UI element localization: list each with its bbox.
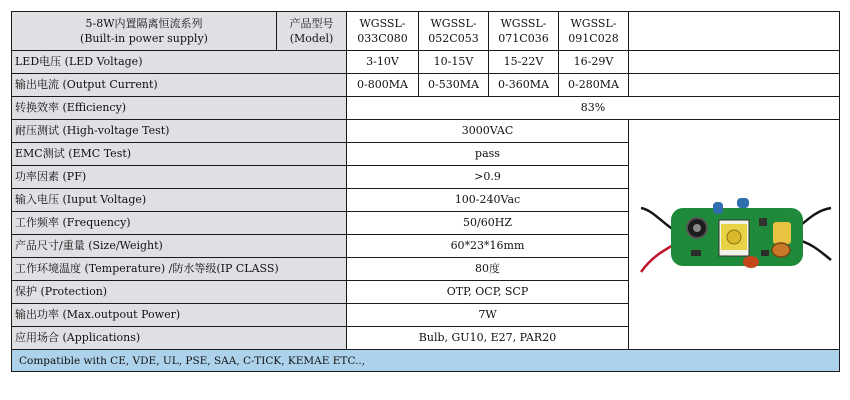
spec-value: Bulb, GU10, E27, PAR20 (347, 327, 629, 350)
model-name-line2: 033C080 (357, 32, 408, 45)
row-label: 转换效率 (Efficiency) (12, 97, 347, 120)
row-label: 功率因素 (PF) (12, 166, 347, 189)
header-row (12, 12, 840, 51)
spec-value: 3000VAC (347, 120, 629, 143)
row-label: 产品尺寸/重量 (Size/Weight) (12, 235, 347, 258)
series-title-cell (12, 12, 277, 51)
row-label: 工作频率 (Frequency) (12, 212, 347, 235)
spec-value: 7W (347, 304, 629, 327)
spec-row (12, 120, 840, 143)
model-cell (489, 12, 559, 51)
value-cell: 0-530MA (419, 74, 489, 97)
row-label: 应用场合 (Applications) (12, 327, 347, 350)
value-cell: 15-22V (489, 51, 559, 74)
footer-row (12, 350, 840, 372)
model-label-en: (Model) (289, 32, 334, 45)
series-title: 5-8W内置隔离恒流系列 (85, 17, 203, 30)
value-cell: 0-800MA (347, 74, 419, 97)
current-row (12, 74, 840, 97)
model-label-cell (277, 12, 347, 51)
value-cell: 0-360MA (489, 74, 559, 97)
efficiency-value: 83% (347, 97, 840, 120)
spec-value: >0.9 (347, 166, 629, 189)
value-cell: 16-29V (559, 51, 629, 74)
value-cell: 10-15V (419, 51, 489, 74)
spec-value: 60*23*16mm (347, 235, 629, 258)
model-name-line2: 091C028 (568, 32, 619, 45)
capacitor (743, 256, 759, 268)
series-subtitle: (Built-in power supply) (80, 32, 208, 45)
row-label: 输出电流 (Output Current) (12, 74, 347, 97)
led-driver-pcb-icon (637, 180, 833, 290)
model-name-line1: WGSSL- (500, 17, 547, 30)
spec-value: 80度 (347, 258, 629, 281)
row-label: 保护 (Protection) (12, 281, 347, 304)
value-cell: 0-280MA (559, 74, 629, 97)
model-cell (559, 12, 629, 51)
model-name-line1: WGSSL- (570, 17, 617, 30)
row-label: LED电压 (LED Voltage) (12, 51, 347, 74)
spec-value: pass (347, 143, 629, 166)
model-name-line1: WGSSL- (359, 17, 406, 30)
efficiency-row (12, 97, 840, 120)
row-label: EMC测试 (EMC Test) (12, 143, 347, 166)
row-label: 耐压测试 (High-voltage Test) (12, 120, 347, 143)
spec-value: OTP, OCP, SCP (347, 281, 629, 304)
model-cell (419, 12, 489, 51)
spec-value: 50/60HZ (347, 212, 629, 235)
model-label: 产品型号 (289, 17, 334, 30)
empty-cell (629, 74, 840, 97)
header-spacer-cell (629, 12, 840, 51)
spec-table (11, 11, 840, 372)
model-name-line2: 052C053 (428, 32, 479, 45)
voltage-row (12, 51, 840, 74)
product-image-cell (629, 120, 840, 350)
empty-cell (629, 51, 840, 74)
spec-value: 100-240Vac (347, 189, 629, 212)
row-label: 工作环境温度 (Temperature) /防水等级(IP CLASS) (12, 258, 347, 281)
model-name-line1: WGSSL- (430, 17, 477, 30)
model-cell (347, 12, 419, 51)
value-cell: 3-10V (347, 51, 419, 74)
row-label: 输出功率 (Max.outpout Power) (12, 304, 347, 327)
compatibility-note: Compatible with CE, VDE, UL, PSE, SAA, C-TICK, KEMAE ETC.., (12, 350, 840, 372)
model-name-line2: 071C036 (498, 32, 549, 45)
row-label: 输入电压 (Iuput Voltage) (12, 189, 347, 212)
